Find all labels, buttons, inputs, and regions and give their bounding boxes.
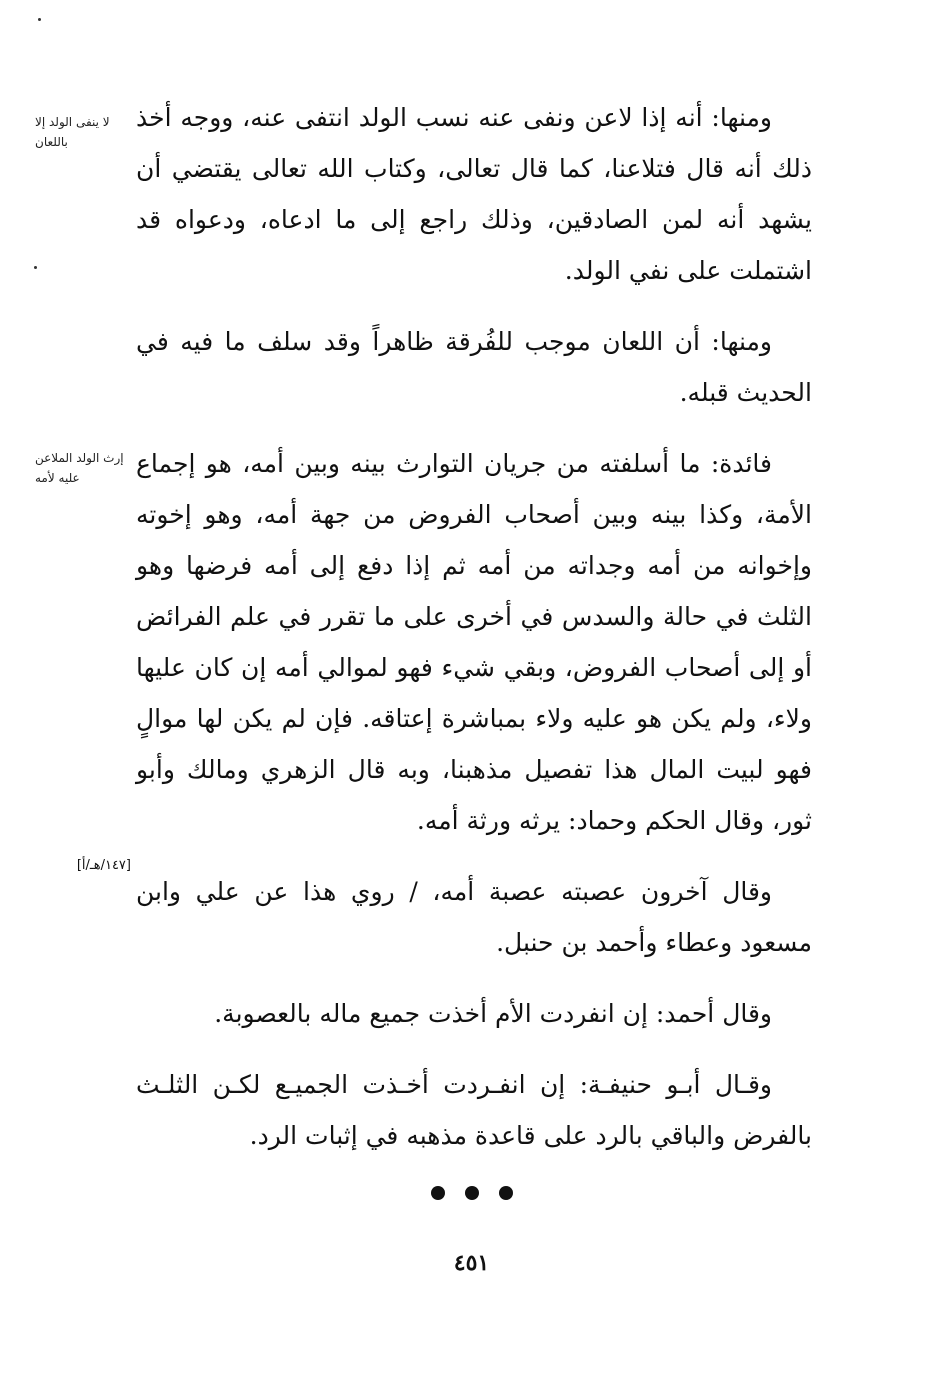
page-number: ٤٥١ <box>453 1250 490 1276</box>
main-text <box>136 92 812 1181</box>
margin-note-1: لا ينفى الولد إلا باللعان <box>35 115 110 149</box>
paragraph-1: ومنها: أنه إذا لاعن ونفى عنه نسب الولد انتفى عنه، ووجه أخذ ذلك أنه قال فتلاعنا، كما قال تعالى، وكتاب الله تعالى يقتضي أن يشهد أنه لمن الصادقين، وذلك راجع إلى ما ادعاه، ودعواه قد اشتملت على نفي الولد. <box>136 103 812 285</box>
margin-note-2: إرث الولد الملاعن عليه لأمه <box>35 451 124 485</box>
paragraph-5: وقال أحمد: إن انفردت الأم أخذت جميع ماله بالعصوبة. <box>214 999 772 1028</box>
manuscript-page-reference: [١٤٧/هـ/أ] <box>76 858 131 873</box>
paragraph-6: وقـال أبـو حنيفـة: إن انفـردت أخـذت الجميـع لكـن الثلـث بالفرض والباقي بالرد على قاعدة مذهبه في إثبات الرد. <box>136 1070 812 1150</box>
section-separator <box>0 1186 943 1200</box>
paragraph-3: فائدة: ما أسلفته من جريان التوارث بينه وبين أمه، هو إجماع الأمة، وكذا بينه وبين أصحاب الفروض من جهة أمه، وهو إخوته وإخوانه من أمه وجداته من أمه ثم إذا دفع إلى أمه فرضها وهو الثلث في حالة والسدس في أخرى على ما تقرر في علم الفرائض أو إلى أصحاب الفروض، وبقي شيء فهو لموالي أمه إن كان عليها ولاء، ولم يكن هو عليه ولاء بمباشرة إعتاقه. فإن لم يكن لها موالٍ فهو لبيت المال هذا تفصيل مذهبنا، وبه قال الزهري ومالك وأبو ثور، وقال الحكم وحماد: يرثه ورثة أمه. <box>136 449 812 835</box>
separator-dot <box>499 1186 513 1200</box>
separator-dot <box>465 1186 479 1200</box>
paragraph-2: ومنها: أن اللعان موجب للفُرقة ظاهراً وقد سلف ما فيه في الحديث قبله. <box>136 327 812 407</box>
scan-speck <box>38 18 41 21</box>
scan-speck <box>34 266 37 269</box>
paragraph-4: وقال آخرون عصبته عصبة أمه، / روي هذا عن علي وابن مسعود وعطاء وأحمد بن حنبل. <box>136 877 812 957</box>
separator-dot <box>431 1186 445 1200</box>
